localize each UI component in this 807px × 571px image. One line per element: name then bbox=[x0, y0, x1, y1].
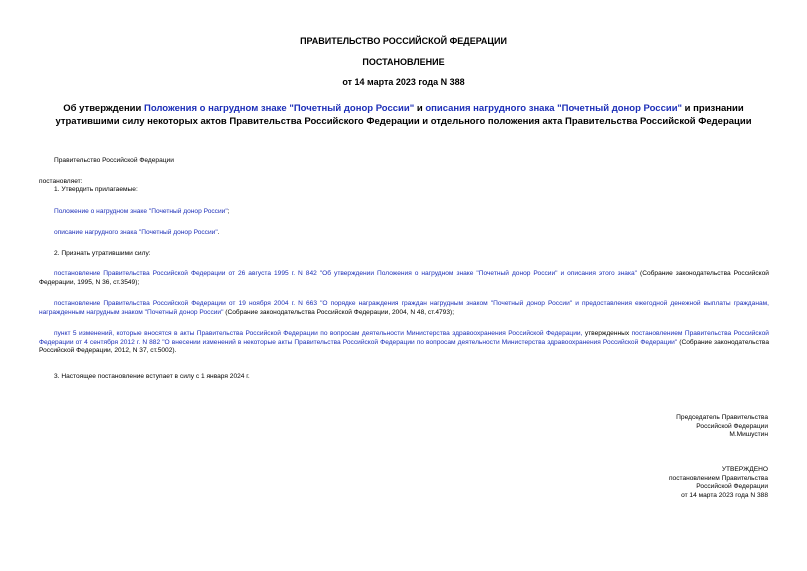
regulation-link[interactable]: Положение о нагрудном знаке "Почетный донор России" bbox=[54, 208, 228, 215]
punctuation: . bbox=[217, 229, 220, 236]
act-2012-link[interactable]: постановлением Правительства Российской Федерации от 4 сентября 2012 г. N 882 "О внесении изменений в некоторые акты Правительства Российской Федерации по вопросам деятельности Министерства здравоохранения Российской Федерации" bbox=[39, 330, 769, 346]
document-type: ПОСТАНОВЛЕНИЕ bbox=[362, 57, 445, 67]
signature-position: Председатель Правительства bbox=[676, 414, 768, 421]
title-link-description[interactable]: описания нагрудного знака "Почетный донор России" bbox=[425, 103, 683, 114]
signature-block bbox=[676, 414, 768, 440]
title-link-regulation[interactable]: Положения о нагрудном знаке "Почетный донор России" bbox=[144, 103, 415, 114]
intro-text: Правительство Российской Федерации bbox=[54, 157, 174, 164]
document-date-number: от 14 марта 2023 года N 388 bbox=[342, 77, 465, 87]
item-1b bbox=[54, 229, 220, 238]
item-1: 1. Утвердить прилагаемые: bbox=[54, 186, 138, 193]
title-text: и признании утратившими силу некоторых актов Правительства Российского Федерации и отдельного положения акта Правительства Российской Федерации bbox=[55, 103, 752, 127]
signature-name: М.Мишустин bbox=[729, 431, 768, 439]
approval-stamp bbox=[669, 466, 768, 500]
punctuation: ; bbox=[227, 208, 230, 215]
document-title bbox=[30, 103, 777, 128]
act-source: (Собрание законодательства Российской Федерации, 2004, N 48, ст.4793); bbox=[223, 308, 455, 316]
approval-line: Российской Федерации bbox=[696, 483, 768, 491]
repealed-act-2 bbox=[39, 300, 769, 317]
act-source: (Собрание законодательства Российской Федерации, 2012, N 37, ст.5002). bbox=[39, 338, 769, 355]
act-2012-item-link[interactable]: пункт 5 изменений, которые вносятся в акты Правительства Российской Федерации по вопросам деятельности Министерства здравоохранения Российской Федерации, bbox=[54, 330, 583, 337]
approval-line: постановлением Правительства bbox=[668, 474, 768, 482]
repealed-act-1 bbox=[39, 270, 769, 287]
repealed-act-3 bbox=[39, 330, 769, 356]
description-link[interactable]: описание нагрудного знака "Почетный донор России" bbox=[54, 229, 218, 236]
decides-text: постановляет: bbox=[39, 178, 83, 185]
approval-heading: УТВЕРЖДЕНО bbox=[721, 466, 768, 473]
act-text: утвержденных bbox=[582, 330, 632, 337]
act-source: (Собрание законодательства Российской Федерации, 1995, N 36, ст.3549); bbox=[39, 270, 769, 286]
act-2004-link[interactable]: постановление Правительства Российской Федерации от 19 ноября 2004 г. N 663 "О порядке награждения граждан нагрудным знаком "Почетный донор России" и предоставления ежегодной денежной выплаты гражданам, награжденным нагрудным знаком "Почетный донор России" bbox=[39, 300, 769, 316]
title-text: и bbox=[414, 103, 426, 114]
government-heading: ПРАВИТЕЛЬСТВО РОССИЙСКОЙ ФЕДЕРАЦИИ bbox=[300, 36, 507, 46]
item-2: 2. Признать утратившими силу: bbox=[54, 250, 151, 257]
act-1995-link[interactable]: постановление Правительства Российской Федерации от 26 августа 1995 г. N 842 "Об утверждении Положения о нагрудном знаке "Почетный донор России" и описания этого знака" bbox=[54, 270, 638, 277]
title-text: Об утверждении bbox=[63, 103, 144, 114]
item-1a bbox=[54, 208, 230, 217]
item-3: 3. Настоящее постановление вступает в силу с 1 января 2024 г. bbox=[54, 373, 250, 380]
signature-position: Российской Федерации bbox=[696, 422, 768, 430]
approval-date: от 14 марта 2023 года N 388 bbox=[681, 491, 768, 499]
